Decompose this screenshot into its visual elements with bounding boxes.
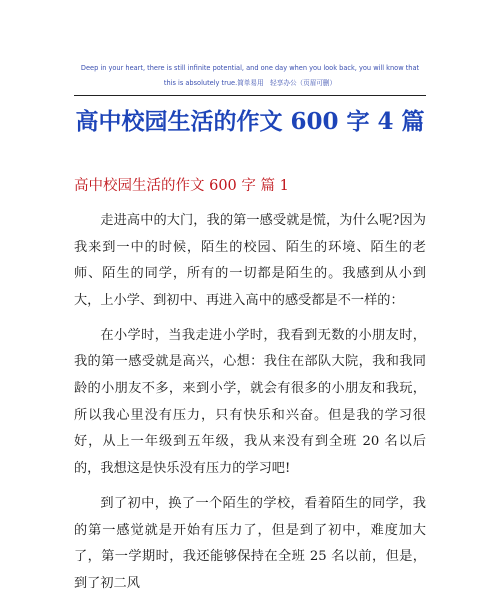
- header-divider: [74, 95, 426, 96]
- paragraph: 走进高中的大门，我的第一感受就是慌，为什么呢?因为我来到一中的时候，陌生的校园、陌生的环境、陌生的老师、陌生的同学，所有的一切都是陌生的。我感到从小到大，上小学、到初中、再进入高中的感受都是不一样的：: [74, 213, 426, 308]
- page-header-tagline: Deep in your heart, there is still infinite potential, and one day when you look back, you will know that this is absolutely true.简单易用 轻享办公（页眉可删）: [80, 64, 420, 87]
- article-body: [74, 208, 426, 606]
- paragraph: 到了初中，换了一个陌生的学校，看着陌生的同学，我的第一感觉就是开始有压力了，但是到了初中，难度加大了，第一学期时，我还能够保持在全班 25 名以前，但是，到了初二风: [74, 495, 426, 591]
- paragraph: 在小学时，当我走进小学时，我看到无数的小朋友时，我的第一感受就是高兴，心想：我住在部队大院，我和我同龄的小朋友不多，来到小学，就会有很多的小朋友和我玩，所以我心里没有压力，只有快乐和兴奋。但是我的学习很好，从上一年级到五年级，我从来没有到全班 20 名以后的，我想这是快乐没有压力的学习吧!: [74, 327, 426, 476]
- section-title: 高中校园生活的作文 600 字 篇 1: [74, 178, 289, 194]
- document-title: 高中校园生活的作文 600 字 4 篇: [75, 108, 425, 135]
